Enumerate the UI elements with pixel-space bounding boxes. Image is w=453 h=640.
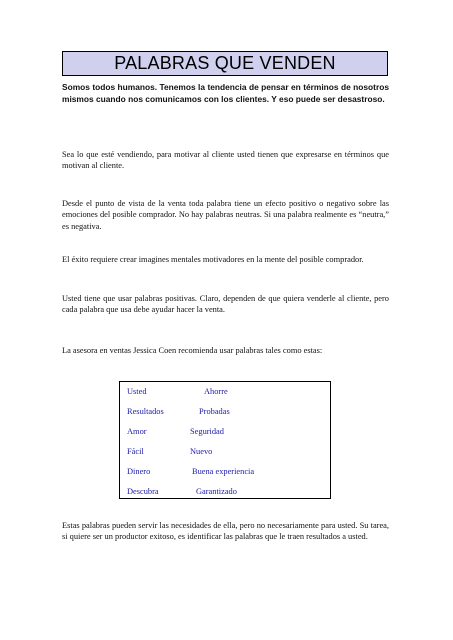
intro-paragraph: Somos todos humanos. Tenemos la tendencia de pensar en términos de nosotros mismos cuando nos comunicamos con los clientes. Y eso puede ser desastroso. [62,82,389,104]
title-banner [62,51,388,76]
page-title: PALABRAS QUE VENDEN [114,53,336,73]
word-item: Nuevo [190,447,213,456]
word-item: Dinero [127,467,151,476]
paragraph-2: Desde el punto de vista de la venta toda palabra tiene un efecto positivo o negativo sobre las emociones del posible comprador. No hay palabras neutras. Si una palabra realmente es “neutra,” es negativa. [62,199,389,231]
word-item: Resultados [127,407,164,416]
word-item: Garantizado [196,487,237,496]
paragraph-1: Sea lo que esté vendiendo, para motivar al cliente usted tienen que expresarse en términos que motivan al cliente. [62,150,389,171]
paragraph-6: Estas palabras pueden servir las necesidades de ella, pero no necesariamente para usted. Su tarea, si quiere ser un productor exitoso, es identificar las palabras que le traen resultados a usted. [62,521,389,542]
word-list-box [119,381,331,499]
word-item: Probadas [199,407,230,416]
paragraph-3: El éxito requiere crear imagines mentales motivadores en la mente del posible comprador. [62,255,364,264]
word-item: Amor [127,427,147,436]
word-item: Seguridad [190,427,224,436]
word-item: Descubra [127,487,159,496]
word-item: Buena experiencia [192,467,255,476]
paragraph-4: Usted tiene que usar palabras positivas. Claro, dependen de que quiera venderle al cliente, pero cada palabra que usa debe ayudar hacer la venta. [62,294,389,315]
word-item: Ahorre [204,387,228,396]
paragraph-5: La asesora en ventas Jessica Coen recomienda usar palabras tales como estas: [62,346,323,355]
word-item: Usted [127,387,147,396]
word-item: Fácil [127,447,144,456]
